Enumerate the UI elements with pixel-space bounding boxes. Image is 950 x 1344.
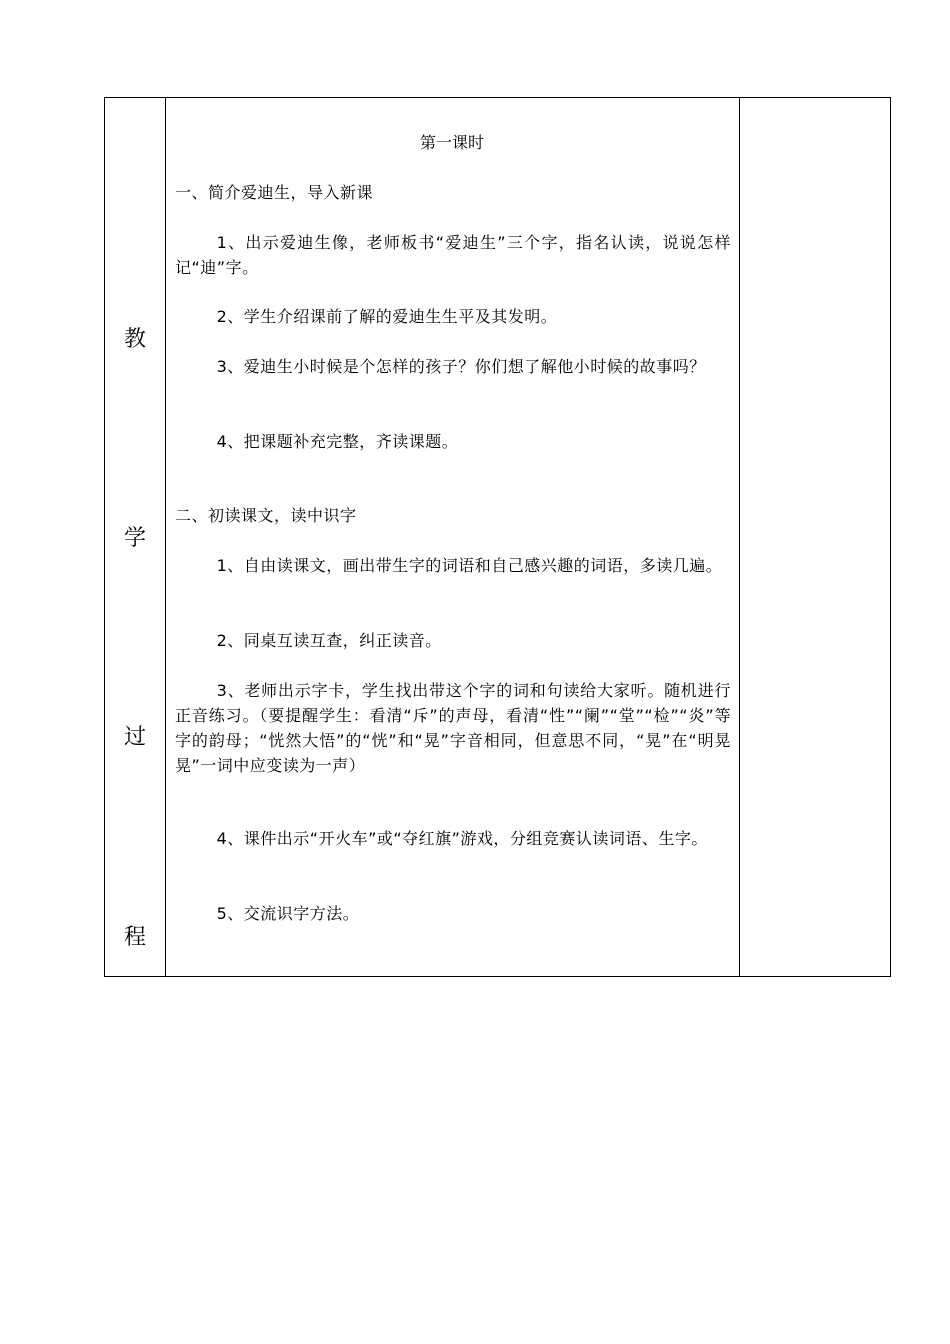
- lesson-table: [104, 97, 891, 977]
- section-2-item-1: 1、自由读课文，画出带生字的词语和自己感兴趣的词语，多读几遍。: [216, 556, 723, 575]
- section-2-item-3: 3、老师出示字卡，学生找出带这个字的词和句读给大家听。随机进行正音练习。（要提醒学生：看清“斥”的声母，看清“性”“阑”“堂”“检”“炎”等字的韵母；“恍然大悟”的“恍”和“晃”字音相同，但意思不同，“晃”在“明晃晃”一词中应变读为一声）: [175, 681, 731, 775]
- column-divider-right: [739, 98, 740, 976]
- section-2-item-5: 5、交流识字方法。: [216, 904, 360, 923]
- side-label-char-3: 过: [123, 725, 146, 750]
- section-1-item-3: 3、爱迪生小时候是个怎样的孩子？你们想了解他小时候的故事吗？: [216, 357, 706, 376]
- column-divider-left: [165, 98, 166, 976]
- section-2-heading: 二、初读课文，读中识字: [175, 506, 357, 525]
- section-2-item-2: 2、同桌互读互查，纠正读音。: [216, 631, 442, 650]
- section-1-item-4: 4、把课题补充完整，齐读课题。: [216, 432, 459, 451]
- lesson-title: 第一课时: [419, 133, 484, 152]
- section-1-item-1: 1、出示爱迪生像，老师板书“爱迪生”三个字，指名认读，说说怎样记“迪”字。: [175, 233, 731, 277]
- side-label-char-2: 学: [123, 526, 146, 551]
- side-label-char-4: 程: [123, 925, 146, 950]
- section-1-item-2: 2、学生介绍课前了解的爱迪生生平及其发明。: [216, 307, 558, 326]
- section-1-heading: 一、简介爱迪生，导入新课: [175, 183, 374, 202]
- section-2-item-4: 4、课件出示“开火车”或“夺红旗”游戏，分组竞赛认读词语、生字。: [216, 829, 708, 848]
- side-label-char-1: 教: [123, 327, 146, 352]
